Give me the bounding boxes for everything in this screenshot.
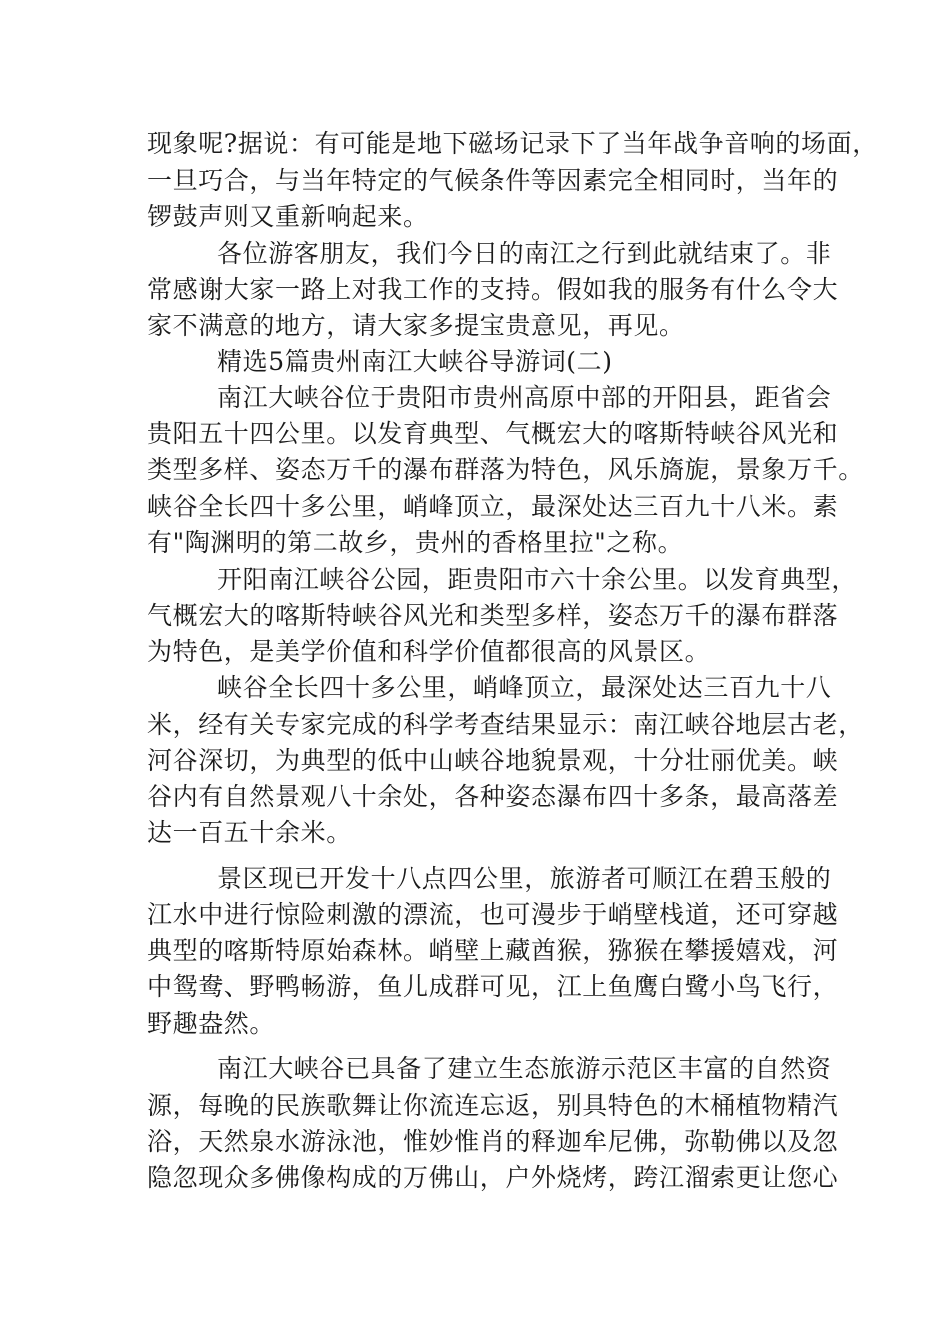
text-line: 家不满意的地方，请大家多提宝贵意见，再见。	[147, 311, 685, 340]
text-line: 常感谢大家一路上对我工作的支持。假如我的服务有什么令大	[147, 275, 839, 304]
text-line: 峡谷全长四十多公里，峭峰顶立，最深处达三百九十八米。素	[147, 492, 839, 521]
text-line: 野趣盎然。	[147, 1009, 276, 1038]
text-line: 河谷深切，为典型的低中山峡谷地貌景观，十分壮丽优美。峡	[147, 746, 839, 775]
text-line: 有"陶渊明的第二故乡，贵州的香格里拉"之称。	[147, 528, 684, 557]
text-line: 中鸳鸯、野鸭畅游，鱼儿成群可见，江上鱼鹰白鹭小鸟飞行，	[147, 972, 839, 1001]
text-line: 谷内有自然景观八十余处，各种姿态瀑布四十多条，最高落差	[147, 782, 839, 811]
paragraph-first-line: 峡谷全长四十多公里，峭峰顶立，最深处达三百九十八	[217, 673, 832, 702]
text-line: 一旦巧合，与当年特定的气候条件等因素完全相同时，当年的	[147, 166, 839, 195]
text-line: 典型的喀斯特原始森林。峭壁上藏酋猴，猕猴在攀援嬉戏，河	[147, 936, 839, 965]
paragraph-first-line: 开阳南江峡谷公园，距贵阳市六十余公里。以发育典型，	[217, 565, 858, 594]
paragraph-first-line: 景区现已开发十八点四公里，旅游者可顺江在碧玉般的	[217, 864, 832, 893]
text-line: 达一百五十余米。	[147, 818, 352, 847]
text-line: 现象呢?据说：有可能是地下磁场记录下了当年战争音响的场面，	[147, 129, 878, 158]
text-line: 气概宏大的喀斯特峡谷风光和类型多样，姿态万千的瀑布群落	[147, 601, 839, 630]
text-line: 米，经有关专家完成的科学考查结果显示：南江峡谷地层古老，	[147, 710, 864, 739]
text-line: 类型多样、姿态万千的瀑布群落为特色，风乐旖旎，景象万千。	[147, 455, 864, 484]
paragraph-first-line: 南江大峡谷已具备了建立生态旅游示范区丰富的自然资	[217, 1054, 832, 1083]
paragraph-first-line: 南江大峡谷位于贵阳市贵州高原中部的开阳县，距省会	[217, 383, 832, 412]
paragraph-first-line: 各位游客朋友，我们今日的南江之行到此就结束了。非	[217, 239, 832, 268]
text-line: 贵阳五十四公里。以发育典型、气概宏大的喀斯特峡谷风光和	[147, 419, 839, 448]
text-line: 隐忽现众多佛像构成的万佛山，户外烧烤，跨江溜索更让您心	[147, 1163, 839, 1192]
text-line: 江水中进行惊险刺激的漂流，也可漫步于峭壁栈道，还可穿越	[147, 900, 839, 929]
text-line: 源，每晚的民族歌舞让你流连忘返，别具特色的木桶植物精汽	[147, 1091, 839, 1120]
section-heading: 精选5篇贵州南江大峡谷导游词(二)	[217, 347, 613, 376]
text-line: 为特色，是美学价值和科学价值都很高的风景区。	[147, 637, 711, 666]
text-line: 浴，天然泉水游泳池，惟妙惟肖的释迦牟尼佛，弥勒佛以及忽	[147, 1127, 839, 1156]
text-line: 锣鼓声则又重新响起来。	[147, 202, 429, 231]
